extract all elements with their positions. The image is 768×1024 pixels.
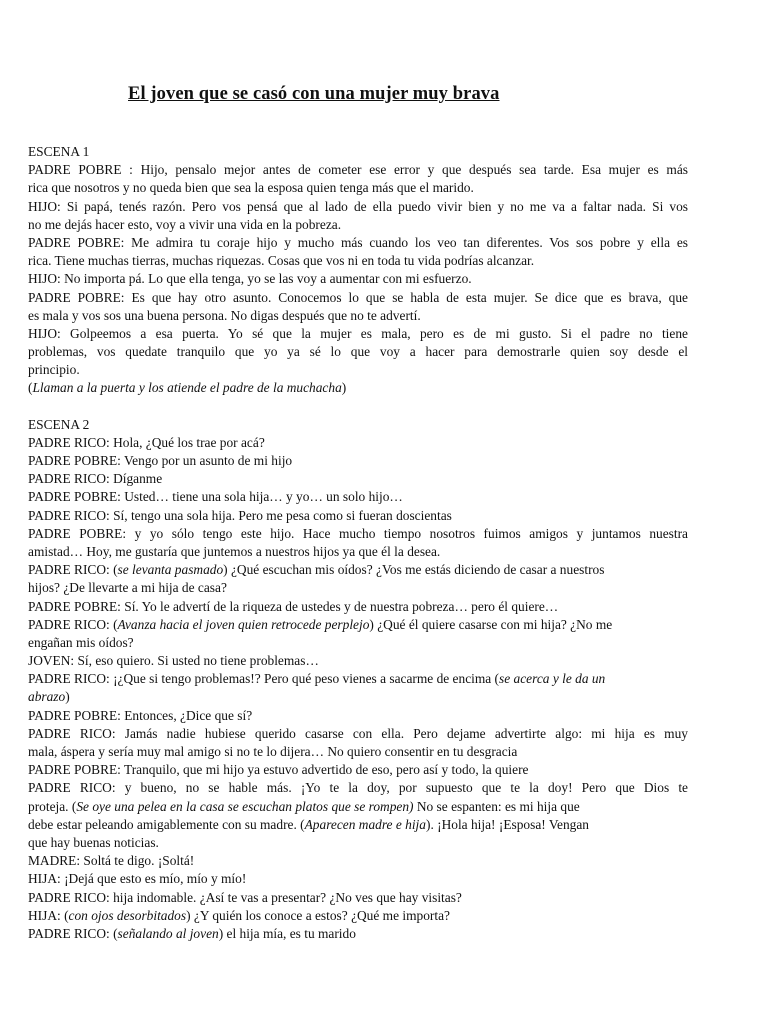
dialogue-line: JOVEN: Sí, eso quiero. Si usted no tiene problemas… (28, 653, 319, 669)
dialogue-line: amistad… Hoy, me gustaría que juntemos a nuestros hijos ya que él la desea. (28, 543, 441, 559)
line-text: PADRE RICO: ( (28, 562, 118, 578)
dialogue-line: HIJO: Si papá, tenés razón. Pero vos pensá que al lado de ella puedo vivir bien y no me va a faltar nada. Si vos (28, 198, 688, 214)
dialogue-line: principio. (28, 362, 80, 378)
dialogue-line: PADRE RICO: Sí, tengo una sola hija. Pero me pesa como si fueran doscientas (28, 507, 452, 523)
line-text: PADRE RICO: ¡¿Que si tengo problemas!? Pero qué peso vienes a sacarme de encima ( (28, 671, 500, 687)
line-text: proteja. ( (28, 798, 77, 814)
line-text: PADRE RICO: ( (28, 925, 118, 941)
scene-heading: ESCENA 1 (28, 144, 90, 159)
line-text: ) (65, 689, 70, 705)
stage-direction-text: Llaman a la puerta y los atiende el padre de la muchacha (32, 380, 342, 396)
dialogue-line: mala, áspera y sería muy mal amigo si no te lo dijera… No quiero consentir en tu desgracia (28, 744, 518, 759)
dialogue-line: PADRE POBRE: Usted… tiene una sola hija… y yo… un solo hijo… (28, 489, 403, 505)
dialogue-line: PADRE RICO: y bueno, no se hable más. ¡Yo te la doy, por supuesto que te la doy! Pero que Dios te (28, 780, 688, 796)
dialogue-line: PADRE POBRE: y yo sólo tengo este hijo. Hace mucho tiempo nosotros fuimos amigos y juntamos nuestra (28, 525, 688, 541)
dialogue-line (28, 688, 688, 706)
dialogue-line: PADRE RICO: Díganme (28, 471, 163, 487)
dialogue-line: no me dejás hacer esto, voy a vivir una vida en la pobreza. (28, 216, 342, 232)
dialogue-line: PADRE POBRE: Entonces, ¿Dice que sí? (28, 707, 253, 723)
scene-gap (28, 408, 688, 416)
line-text: ). ¡Hola hija! ¡Esposa! Vengan (425, 816, 589, 832)
dialogue-line: PADRE POBRE: Me admira tu coraje hijo y mucho más cuando los veo tan diferentes. Vos sos pobre y ella es (28, 234, 688, 250)
dialogue-line: rica. Tiene muchas tierras, muchas riquezas. Cosas que vos ni en toda tu vida podrías alcanzar. (28, 253, 535, 269)
dialogue-line: PADRE RICO: Jamás nadie hubiese querido casarse con ella. Pero dejame advertirte algo: mi hija es muy (28, 725, 688, 741)
dialogue-line: HIJO: Golpeemos a esa puerta. Yo sé que la mujer es mala, pero es de mi gusto. Si el padre no tiene (28, 325, 688, 341)
dialogue-line (28, 798, 688, 816)
line-text: ) ¿Y quién los conoce a estos? ¿Qué me importa? (186, 907, 450, 923)
stage-direction (28, 379, 688, 397)
dialogue-line: HIJA: ¡Dejá que esto es mío, mío y mío! (28, 871, 247, 887)
dialogue-line: PADRE RICO: Hola, ¿Qué los trae por acá? (28, 434, 265, 450)
stage-direction-text: Aparecen madre e hija (304, 816, 426, 832)
script-body (28, 143, 688, 943)
scene-gap (28, 398, 688, 408)
stage-direction-text: con ojos desorbitados (68, 907, 187, 923)
dialogue-line (28, 925, 688, 943)
dialogue-line: rica que nosotros y no queda bien que sea la esposa quien tenga más que el marido. (28, 180, 474, 196)
stage-direction-text: Se oye una pelea en la casa se escuchan platos que se rompen) (76, 798, 414, 814)
stage-direction-text: se acerca y le da un (499, 671, 606, 687)
line-text: ) el hija mía, es tu marido (218, 925, 356, 941)
dialogue-line: es mala y vos sos una buena persona. No digas después que no te advertí. (28, 307, 421, 323)
dialogue-line: problemas, vos quedate tranquilo que yo ya sé lo que voy a hacer para demostrarle quien soy desde el (28, 344, 688, 360)
line-text: debe estar peleando amigablemente con su madre. ( (28, 816, 305, 832)
line-text: No se espanten: es mi hija que (413, 798, 580, 814)
dialogue-line: que hay buenas noticias. (28, 834, 159, 850)
stage-direction-text: Avanza hacia el joven quien retrocede perplejo (117, 616, 370, 632)
dialogue-line: PADRE POBRE : Hijo, pensalo mejor antes de cometer ese error y que después sea tarde. Esa mujer es más (28, 162, 688, 178)
dialogue-line: hijos? ¿De llevarte a mi hija de casa? (28, 580, 227, 596)
dialogue-line (28, 616, 688, 634)
dialogue-line (28, 907, 688, 925)
stage-direction-text: se levanta pasmado (117, 562, 224, 578)
line-text: PADRE RICO: ( (28, 616, 118, 632)
dialogue-line (28, 561, 688, 579)
line-text: HIJA: ( (28, 907, 69, 923)
line-text: ) ¿Qué él quiere casarse con mi hija? ¿No me (369, 616, 613, 632)
dialogue-line: MADRE: Soltá te digo. ¡Soltá! (28, 853, 195, 869)
stage-direction-text: señalando al joven (117, 925, 219, 941)
dialogue-line (28, 670, 688, 688)
document-title: El joven que se casó con una mujer muy brava (128, 84, 500, 104)
paren-close: ) (341, 380, 347, 396)
dialogue-line: PADRE RICO: hija indomable. ¿Así te vas a presentar? ¿No ves que hay visitas? (28, 889, 462, 905)
paren-open: ( (28, 380, 33, 396)
dialogue-line: PADRE POBRE: Es que hay otro asunto. Conocemos lo que se habla de esta mujer. Se dice que es brava, que (28, 289, 688, 305)
scene-heading: ESCENA 2 (28, 416, 90, 432)
line-text: ) ¿Qué escuchan mis oídos? ¿Vos me estás diciendo de casar a nuestros (223, 562, 605, 578)
dialogue-line: PADRE POBRE: Tranquilo, que mi hijo ya estuvo advertido de eso, pero así y todo, la quiere (28, 762, 529, 778)
dialogue-line: HIJO: No importa pá. Lo que ella tenga, yo se las voy a aumentar con mi esfuerzo. (28, 271, 472, 287)
dialogue-line: engañan mis oídos? (28, 634, 134, 650)
dialogue-line: PADRE POBRE: Vengo por un asunto de mi hijo (28, 453, 293, 468)
stage-direction-text: abrazo (28, 689, 66, 705)
dialogue-line: PADRE POBRE: Sí. Yo le advertí de la riqueza de ustedes y de nuestra pobreza… pero él quiere… (28, 598, 559, 614)
dialogue-line (28, 816, 688, 834)
